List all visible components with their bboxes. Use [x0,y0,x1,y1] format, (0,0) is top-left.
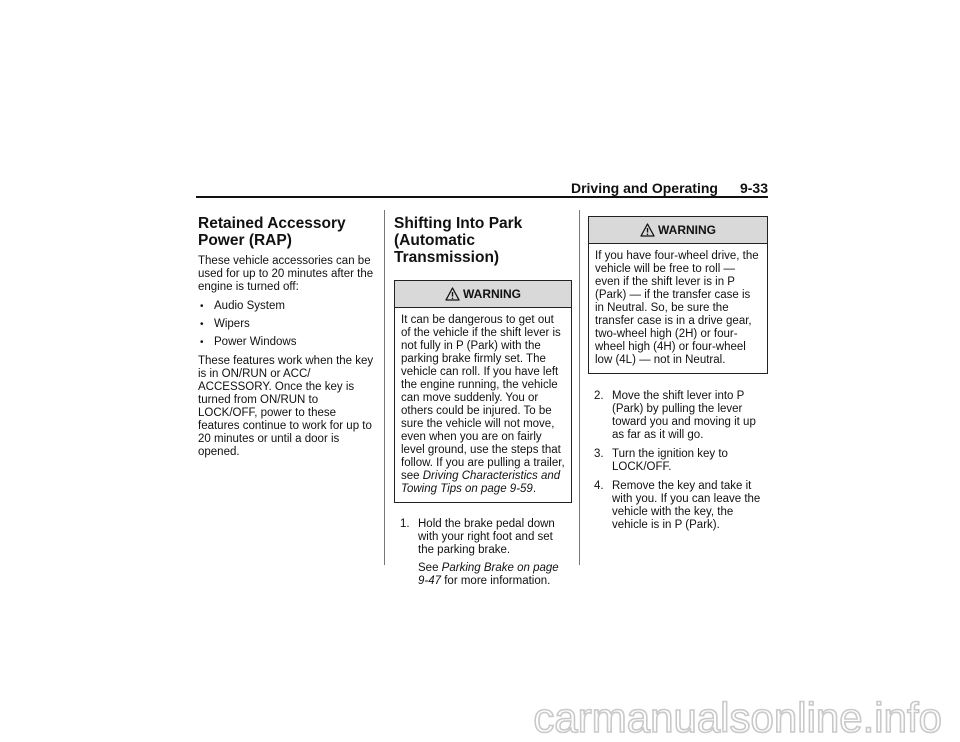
bullet-label: Audio System [214,300,285,312]
bullet-item [198,300,374,313]
warning-icon [640,223,655,237]
bullet-label: Power Windows [214,336,297,348]
warning-box-park [394,280,572,503]
shift-park-heading-line2: (Automatic Transmission) [394,232,500,266]
warning-label: WARNING [463,286,521,301]
step-number: 1. [400,518,410,530]
parking-brake-reference[interactable]: Parking Brake on page 9-47 [418,562,559,587]
watermark-text: carmanualsonline.info [533,694,942,741]
step-text: Remove the key and take it with you. If you can leave the vehicle with the key, the vehicle is in P (Park). [612,480,761,531]
bullet-label: Wipers [214,318,250,330]
step-item [588,390,768,442]
warning-label: WARNING [658,222,716,237]
section-title: Driving and Operating [570,180,718,196]
warning-header [589,217,767,244]
step-number: 2. [594,390,604,402]
running-header [196,180,768,196]
warning-icon [445,287,460,301]
rap-paragraph: These features work when the key is in ON/RUN or ACC/ ACCESSORY. Once the key is turned from ON/RUN to LOCK/OFF, power to these features continue to work for up to 20 minutes or until a door is opened. [198,355,374,458]
rap-heading-line2: Power (RAP) [198,232,292,249]
rap-heading-line1: Retained Accessory [198,215,346,232]
warning-text: It can be dangerous to get out of the vehicle if the shift lever is not fully in P (Park) with the parking brake firmly set. The vehicle can roll. If you have left the engine running, the vehicle can move suddenly. You or others could be injured. To be sure the vehicle will not move, even when you are on fairly level ground, use the steps that follow. If you are pulling a trailer, see [401,314,565,482]
column-steps [588,216,768,532]
see-text-end: for more information. [441,575,551,587]
column-rap [198,215,374,459]
column-divider-left [384,210,385,565]
bullet-icon: • [200,337,204,348]
watermark-logo [460,688,960,742]
bullet-icon: • [200,319,204,330]
bullet-item [198,336,374,349]
rap-intro: These vehicle accessories can be used for up to 20 minutes after the engine is turned off: [198,255,374,293]
step-item [588,480,768,532]
step-see-note [394,562,572,588]
page-number: 9-33 [739,180,768,196]
rap-heading [198,215,374,249]
step-item [394,518,572,557]
step-number: 4. [594,480,604,492]
shift-park-heading [394,215,572,266]
step-text: Hold the brake pedal down with your right foot and set the parking brake. [418,518,555,556]
column-divider-right [579,210,580,565]
warning-text-end: . [532,483,537,495]
warning-body [395,308,571,502]
bullet-icon: • [200,301,204,312]
warning-header [395,281,571,308]
shift-park-heading-line1: Shifting Into Park [394,215,523,232]
column-shift-park [394,215,572,588]
towing-tips-reference[interactable]: Driving Characteristics and Towing Tips on page 9-59 [401,470,561,495]
step-text: Move the shift lever into P (Park) by pulling the lever toward you and moving it up as far as it will go. [612,390,756,441]
step-text: Turn the ignition key to LOCK/OFF. [612,448,728,473]
header-rule [196,196,768,198]
bullet-item [198,318,374,331]
step-number: 3. [594,448,604,460]
see-label: See [418,562,442,574]
step-item [588,448,768,474]
warning-box-4wd [588,216,768,374]
warning-body: If you have four-wheel drive, the vehicle will be free to roll — even if the shift lever is in P (Park) — if the transfer case is in Neutral. So, be sure the transfer case is in a drive gear, two-wheel high (2H) or four-wheel high (4H) or four-wheel low (4L) — not in Neutral. [595,250,759,366]
